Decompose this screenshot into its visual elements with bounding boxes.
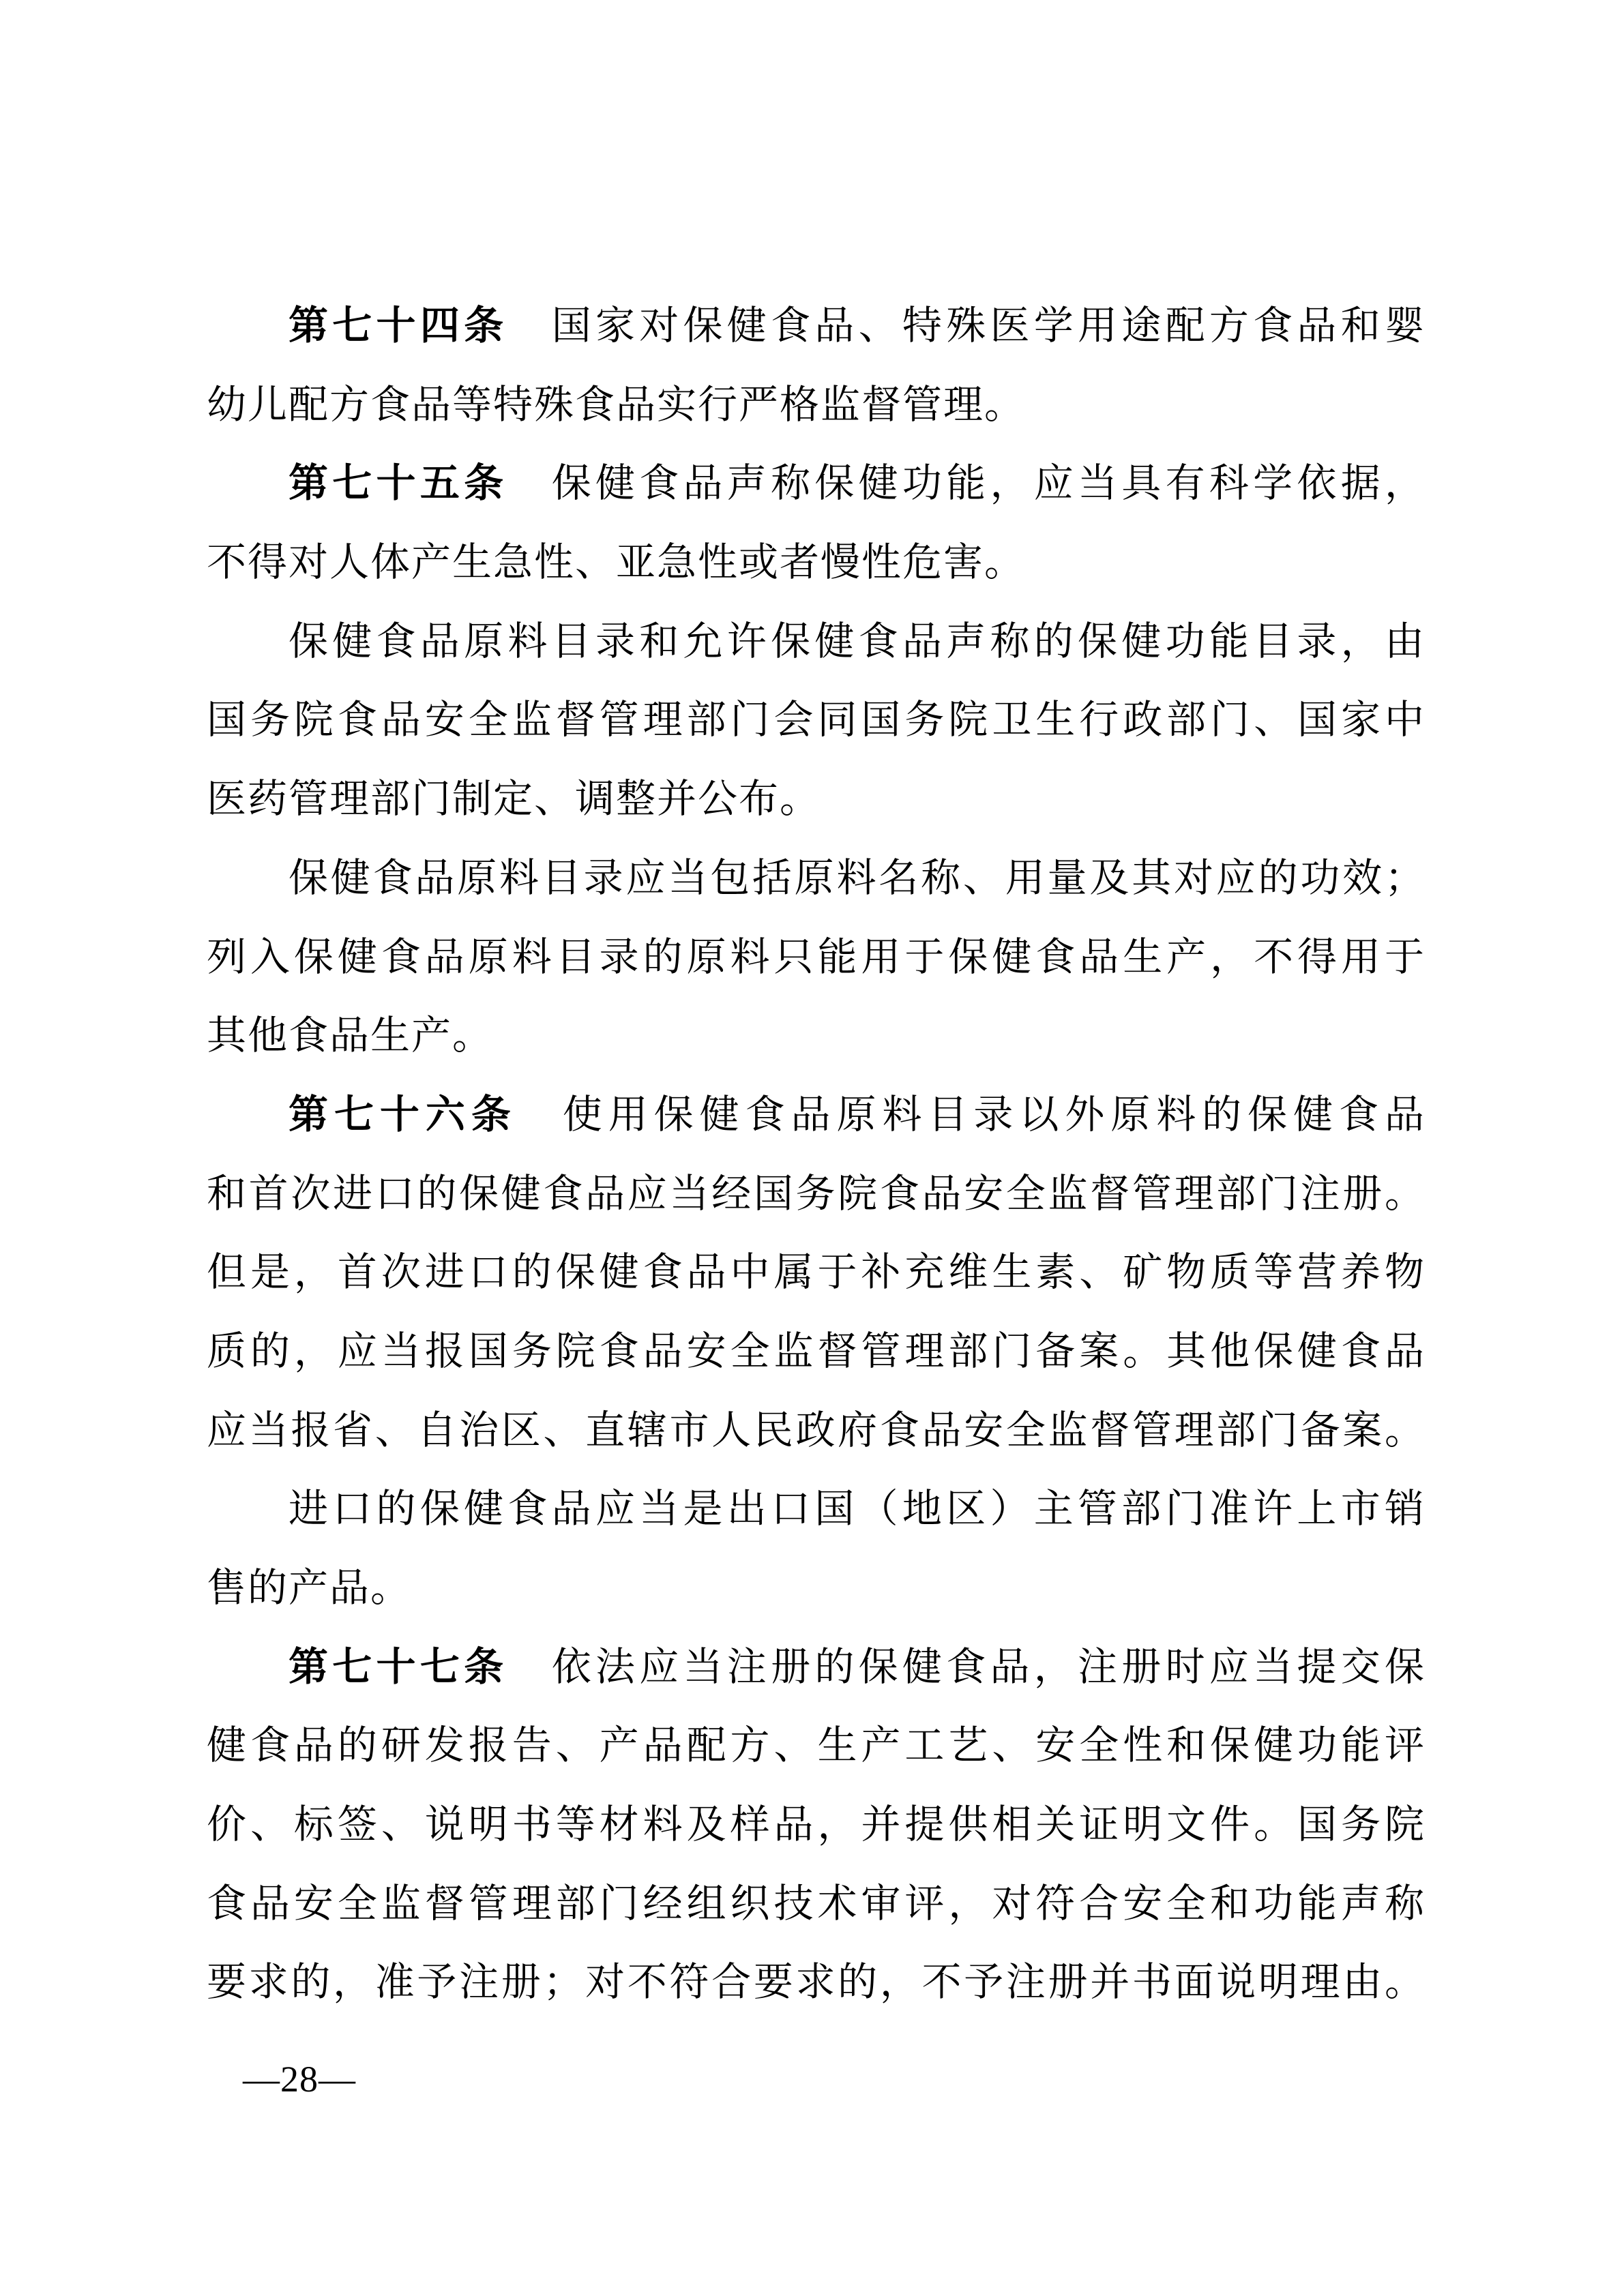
line-text: 保健食品声称保健功能，应当具有科学依据，: [551, 461, 1426, 506]
document-line: [207, 1864, 1426, 1943]
article-number: 第七十四条: [289, 303, 508, 348]
page-number: —28—: [243, 2059, 356, 2100]
document-line: [207, 996, 1426, 1075]
document-line: [207, 1549, 1426, 1628]
line-text: 列入保健食品原料目录的原料只能用于保健食品生产，不得用于: [207, 934, 1426, 979]
line-text: 健食品的研发报告、产品配方、生产工艺、安全性和保健功能评: [207, 1723, 1426, 1768]
article-number: 第七十五条: [289, 461, 508, 506]
document-line: [207, 444, 1426, 523]
document-line: [207, 1391, 1426, 1470]
line-text: 价、标签、说明书等材料及样品，并提供相关证明文件。国务院: [207, 1802, 1426, 1847]
line-text: 保健食品原料目录和允许保健食品声称的保健功能目录，由: [289, 618, 1426, 664]
line-text: 质的，应当报国务院食品安全监督管理部门备案。其他保健食品: [207, 1328, 1426, 1373]
document-line: [207, 1943, 1426, 2022]
article-number: 第七十六条: [289, 1092, 517, 1137]
line-text: 其他食品生产。: [207, 1013, 494, 1058]
document-line: [207, 1470, 1426, 1549]
line-text: 幼儿配方食品等特殊食品实行严格监督管理。: [207, 382, 1026, 427]
document-body: [207, 286, 1426, 2022]
document-line: [207, 1075, 1426, 1154]
document-line: [207, 1233, 1426, 1312]
line-text: 应当报省、自治区、直辖市人民政府食品安全监督管理部门备案。: [207, 1407, 1426, 1452]
line-text: 使用保健食品原料目录以外原料的保健食品: [562, 1092, 1426, 1137]
document-line: [207, 1312, 1426, 1391]
article-number: 第七十七条: [289, 1644, 508, 1689]
line-text: 保健食品原料目录应当包括原料名称、用量及其对应的功效；: [289, 855, 1426, 900]
line-text: 国务院食品安全监督管理部门会同国务院卫生行政部门、国家中: [207, 698, 1426, 743]
document-line: [207, 523, 1426, 602]
document-line: [207, 839, 1426, 918]
line-text: 要求的，准予注册；对不符合要求的，不予注册并书面说明理由。: [207, 1960, 1426, 2005]
line-text: 依法应当注册的保健食品，注册时应当提交保: [551, 1644, 1426, 1689]
line-text: 国家对保健食品、特殊医学用途配方食品和婴: [551, 303, 1426, 348]
line-text: 但是，首次进口的保健食品中属于补充维生素、矿物质等营养物: [207, 1250, 1426, 1295]
document-line: [207, 366, 1426, 445]
document-line: [207, 602, 1426, 681]
document-line: [207, 681, 1426, 760]
document-line: [207, 286, 1426, 366]
document-line: [207, 1154, 1426, 1234]
line-text: 食品安全监督管理部门经组织技术审评，对符合安全和功能声称: [207, 1881, 1426, 1926]
document-line: [207, 760, 1426, 839]
document-line: [207, 918, 1426, 997]
line-text: 进口的保健食品应当是出口国（地区）主管部门准许上市销: [289, 1487, 1426, 1532]
document-line: [207, 1706, 1426, 1785]
line-text: 售的产品。: [207, 1566, 412, 1610]
document-line: [207, 1628, 1426, 1707]
line-text: 和首次进口的保健食品应当经国务院食品安全监督管理部门注册。: [207, 1171, 1426, 1216]
line-text: 不得对人体产生急性、亚急性或者慢性危害。: [207, 540, 1026, 585]
line-text: 医药管理部门制定、调整并公布。: [207, 777, 821, 822]
document-line: [207, 1785, 1426, 1864]
